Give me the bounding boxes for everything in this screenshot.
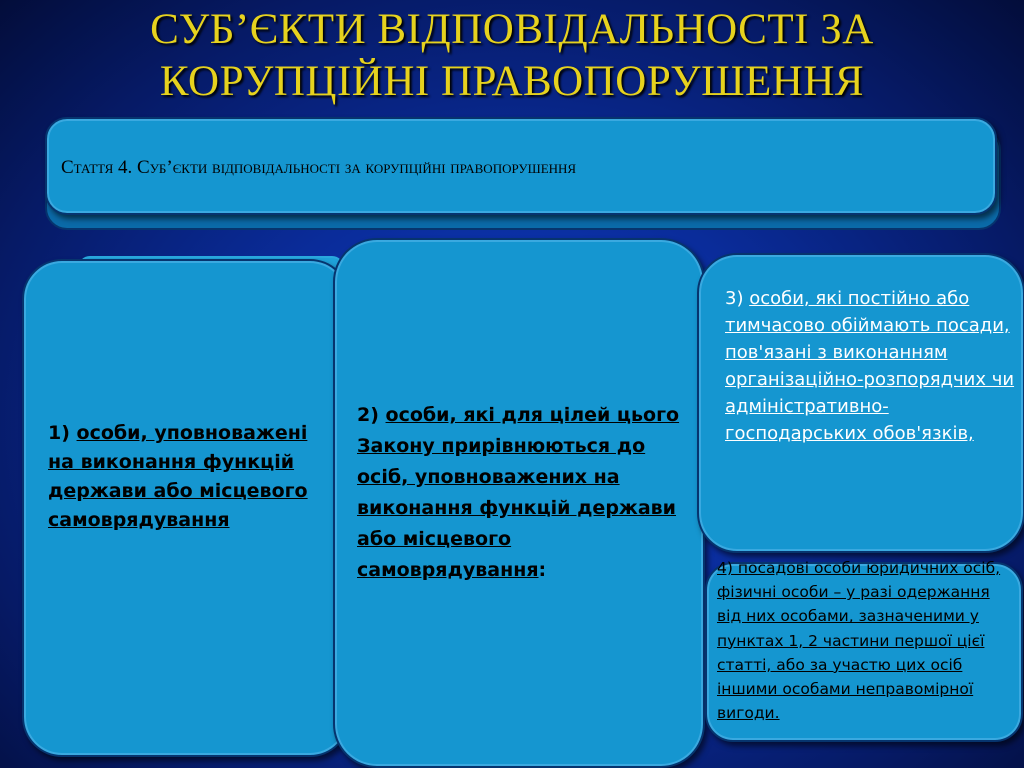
subject-box-1 <box>22 259 350 757</box>
title-line-1: СУБ’ЄКТИ ВІДПОВІДАЛЬНОСТІ ЗА <box>150 6 874 53</box>
subject-2-text <box>357 400 693 586</box>
article-box <box>45 117 997 215</box>
subject-box-3 <box>697 253 1024 553</box>
subject-3-number: 3) <box>725 288 750 309</box>
subject-3-link[interactable]: особи, які постійно або тимчасово обіймають посади, пов'язані з виконанням організаційно-розпорядчих чи адміністративно-господарських обов'язків, <box>725 288 1015 444</box>
subject-3-text <box>725 285 1021 447</box>
subject-4-text <box>717 556 1017 725</box>
subject-box-2 <box>333 238 705 768</box>
subject-2-link[interactable]: особи, які для цілей цього Закону прирівнюються до осіб, уповноважених на виконання функцій держави або місцевого самоврядування <box>357 404 680 581</box>
subject-2-tail: : <box>538 559 547 581</box>
subject-1-text <box>48 419 338 535</box>
slide-title <box>0 4 1024 108</box>
subject-box-4 <box>705 559 1023 742</box>
article-heading: Стаття 4. Суб’єкти відповідальності за корупційні правопорушення <box>61 157 577 178</box>
subject-2-number: 2) <box>357 404 386 426</box>
subject-1-number: 1) <box>48 422 77 444</box>
title-line-2: КОРУПЦІЙНІ ПРАВОПОРУШЕННЯ <box>159 58 865 105</box>
subject-4-link[interactable]: 4) посадові особи юридичних осіб, фізичні особи – у разі одержання від них особами, зазначеними у пунктах 1, 2 частини першої цієї статті, або за участю цих осіб іншими особами неправомірної вигоди. <box>717 559 1001 723</box>
subject-1-link[interactable]: особи, уповноважені на виконання функцій держави або місцевого самоврядування <box>48 422 308 531</box>
